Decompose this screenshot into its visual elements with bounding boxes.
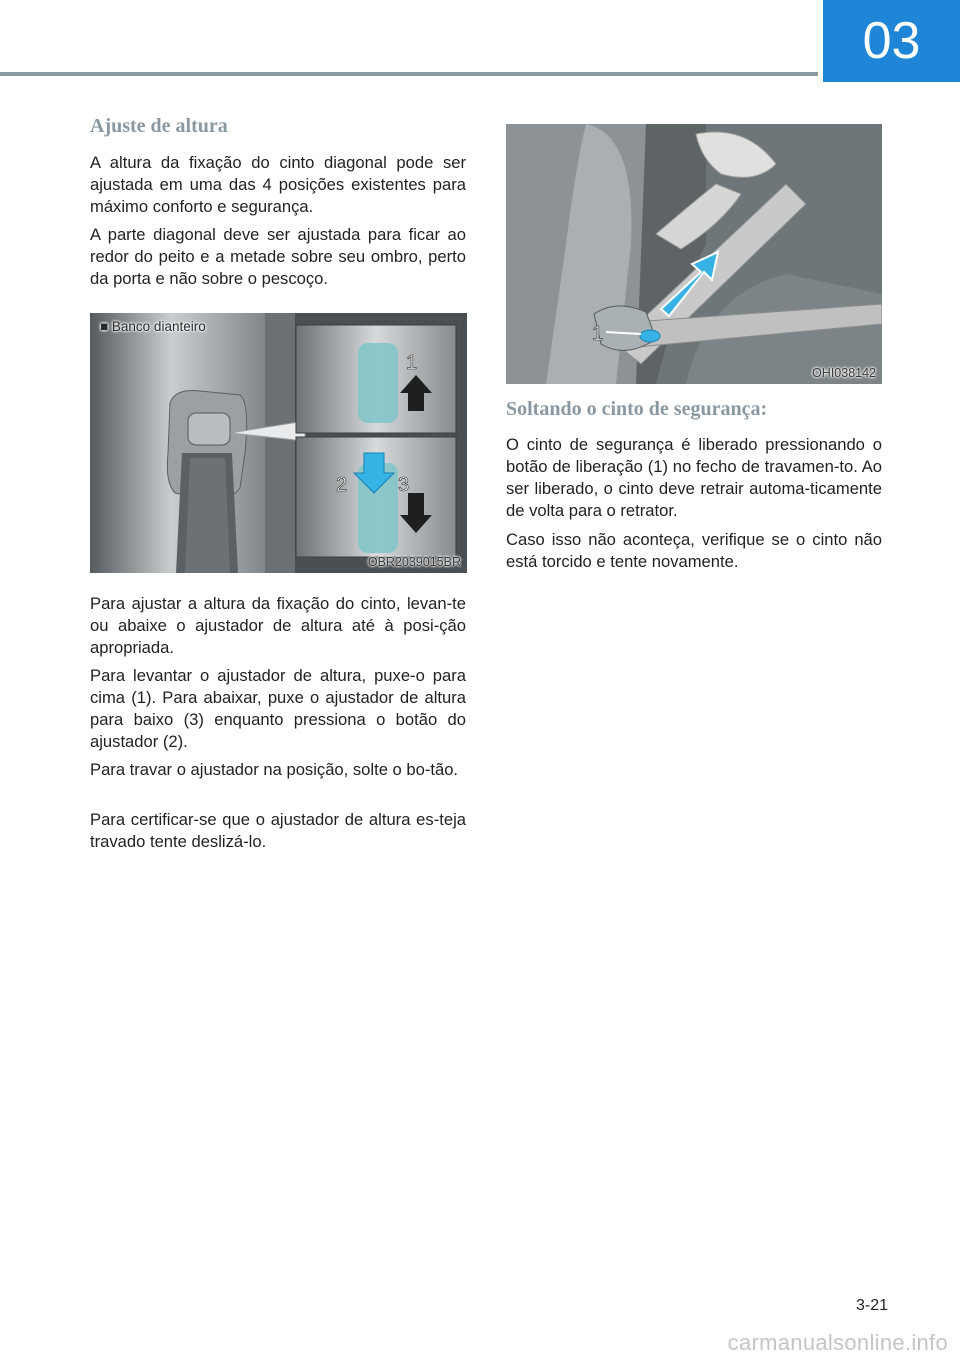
chapter-tab: 03	[823, 0, 960, 82]
figure-code: OBR2039015BR	[367, 555, 461, 569]
paragraph: O cinto de segurança é liberado pressionando o botão de liberação (1) no fecho de travamen-to. Ao ser liberado, o cinto deve retrair automa-ticamente de volta para o retrator.	[506, 435, 882, 520]
paragraph: A altura da fixação do cinto diagonal pode ser ajustada em uma das 4 posições existentes para máximo conforto e segurança.	[90, 153, 466, 216]
page-number: 3-21	[855, 1297, 888, 1314]
height-adjuster-illustration	[90, 313, 467, 573]
paragraph: Para travar o ajustador na posição, solte o bo-tão.	[90, 760, 459, 779]
section-heading-releasing-belt: Soltando o cinto de segurança:	[506, 398, 768, 420]
callout-2: 2	[336, 474, 348, 496]
callout-1: 1	[406, 352, 418, 374]
paragraph: A parte diagonal deve ser ajustada para ficar ao redor do peito e a metade sobre seu ombro, perto da porta e não sobre o pescoço.	[90, 225, 466, 288]
paragraph: Para levantar o ajustador de altura, puxe-o para cima (1). Para abaixar, puxe o ajustador de altura para baixo (3) enquanto pressiona o botão do ajustador (2).	[90, 666, 466, 751]
callout-1: 1	[592, 323, 604, 345]
header-rule	[0, 72, 818, 76]
paragraph: Caso isso não aconteça, verifique se o cinto não está torcido e tente novamente.	[506, 530, 882, 571]
paragraph: Para ajustar a altura da fixação do cinto, levan-te ou abaixe o ajustador de altura até à posi-ção apropriada.	[90, 594, 466, 657]
figure-caption: ■ Banco dianteiro	[100, 319, 206, 334]
figure-height-adjuster	[90, 313, 467, 573]
callout-3: 3	[398, 474, 410, 496]
figure-code: OHI038142	[812, 366, 876, 380]
paragraph: Para certificar-se que o ajustador de altura es-teja travado tente deslizá-lo.	[90, 810, 466, 851]
buckle-release-illustration	[506, 124, 882, 384]
figure-buckle-release	[506, 124, 882, 384]
section-heading-height-adjust: Ajuste de altura	[90, 115, 228, 137]
watermark: carmanualsonline.info	[727, 1330, 948, 1355]
